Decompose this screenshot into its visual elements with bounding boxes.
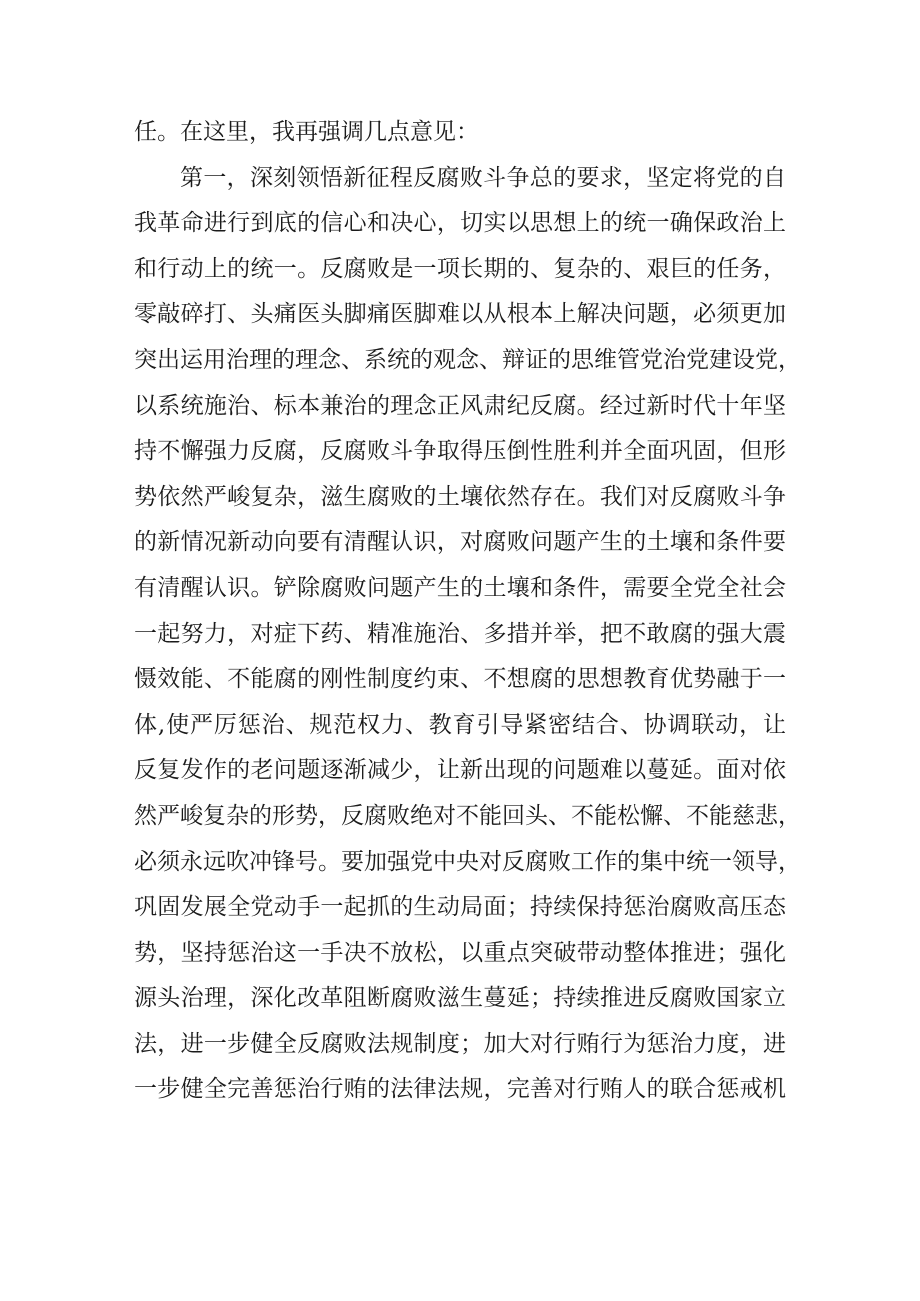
text-line: 突出运用治理的理念、系统的观念、辩证的思维管党治党建设党， (134, 346, 801, 373)
text-line: 一起努力，对症下药、精准施治、多措并举，把不敢腐的强大震 (134, 620, 786, 647)
text-line: 零敲碎打、头痛医头脚痛医脚难以从根本上解决问题，必须更加 (134, 301, 786, 328)
text-line: 有清醒认识。铲除腐败问题产生的土壤和条件，需要全党全社会 (134, 574, 786, 601)
text-line: 法，进一步健全反腐败法规制度；加大对行贿行为惩治力度，进 (134, 1030, 786, 1057)
text-line: 任。在这里，我再强调几点意见： (134, 119, 479, 145)
text-line: 巩固发展全党动手一起抓的生动局面；持续保持惩治腐败高压态 (134, 894, 786, 921)
text-line: 体,使严厉惩治、规范权力、教育引导紧密结合、协调联动，让 (134, 711, 786, 738)
text-line: 然严峻复杂的形势，反腐败绝对不能回头、不能松懈、不能慈悲， (134, 802, 801, 829)
text-line: 源头治理，深化改革阻断腐败滋生蔓延；持续推进反腐败国家立 (134, 985, 786, 1012)
text-line: 慑效能、不能腐的刚性制度约束、不想腐的思想教育优势融于一 (134, 666, 786, 693)
body-text (134, 110, 801, 1113)
text-line: 我革命进行到底的信心和决心，切实以思想上的统一确保政治上 (134, 210, 786, 237)
text-line: 持不懈强力反腐，反腐败斗争取得压倒性胜利并全面巩固，但形 (134, 438, 786, 465)
text-line: 反复发作的老问题逐渐减少，让新出现的问题难以蔓延。面对依 (134, 757, 786, 784)
text-line: 一步健全完善惩治行贿的法律法规，完善对行贿人的联合惩戒机 (134, 1076, 786, 1103)
text-line: 以系统施治、标本兼治的理念正风肃纪反腐。经过新时代十年坚 (134, 392, 786, 419)
text-line: 势，坚持惩治这一手决不放松，以重点突破带动整体推进；强化 (134, 939, 786, 966)
paragraph-first-line: 第一，深刻领悟新征程反腐败斗争总的要求，坚定将党的自 (180, 164, 786, 191)
text-line: 和行动上的统一。反腐败是一项长期的、复杂的、艰巨的任务， (134, 255, 786, 282)
text-line: 的新情况新动向要有清醒认识，对腐败问题产生的土壤和条件要 (134, 529, 786, 556)
text-line: 必须永远吹冲锋号。要加强党中央对反腐败工作的集中统一领导， (134, 848, 801, 875)
text-line: 势依然严峻复杂，滋生腐败的土壤依然存在。我们对反腐败斗争 (134, 483, 786, 510)
